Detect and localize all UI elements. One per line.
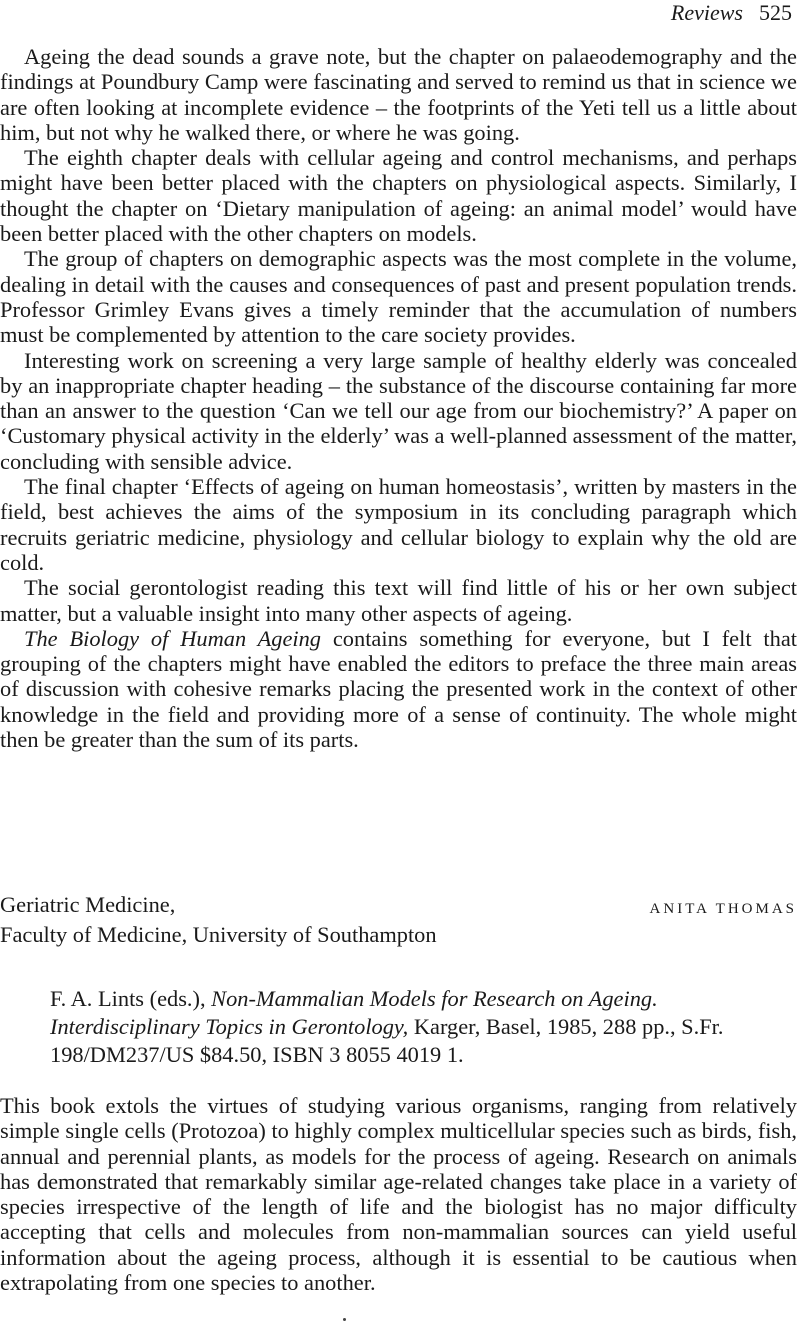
book-citation	[50, 985, 795, 1069]
review-paragraph: Interesting work on screening a very large sample of healthy elderly was concealed by an inappropriate chapter heading – the substance of the discourse containing far more than an answer to the question ‘Can we tell our age from our biochemistry?’ A paper on ‘Customary physical activity in the elderly’ was a well-planned assessment of the matter, concluding with sensible advice.	[0, 347, 797, 474]
review-paragraph: Ageing the dead sounds a grave note, but the chapter on palaeodemography and the findings at Poundbury Camp were fascinating and served to remind us that in science we are often looking at incomplete evidence – the footprints of the Yeti tell us a little about him, but not why he walked there, or where he was going.	[0, 44, 797, 145]
affiliation-line-1: Geriatric Medicine,	[0, 892, 176, 917]
book-title: The Biology of Human Ageing	[24, 625, 322, 651]
review-paragraph: The final chapter ‘Effects of ageing on human homeostasis’, written by masters in the field, best achieves the aims of the symposium in its concluding paragraph which recruits geriatric medicine, physiology and cellular biology to explain why the old are cold.	[0, 474, 797, 575]
citation-title: Non-Mammalian Models for Research on Ageing. Interdisciplinary Topics in Gerontology,	[50, 986, 658, 1039]
review-paragraph: The group of chapters on demographic aspects was the most complete in the volume, dealing in detail with the causes and consequences of past and present population trends. Professor Grimley Evans gives a timely reminder that the accumulation of numbers must be complemented by attention to the care society provides.	[0, 246, 797, 348]
citation-details: Karger, Basel, 1985, 288 pp., S.Fr. 198/DM237/US $84.50, ISBN 3 8055 4019 1.	[50, 1014, 724, 1067]
second-review-body	[0, 1093, 797, 1295]
citation-editors: F. A. Lints (eds.),	[50, 986, 212, 1011]
review-paragraph: The social gerontologist reading this text will find little of his or her own subject matter, but a valuable insight into many other aspects of ageing.	[0, 575, 797, 626]
closing-text: contains something for everyone, but I felt that grouping of the chapters might have enabled the editors to preface the three main areas of discussion with cohesive remarks placing the presented work in the context of other knowledge in the field and providing more of a sense of continuity. The whole might then be greater than the sum of its parts.	[0, 625, 797, 753]
review-paragraph: The eighth chapter deals with cellular ageing and control mechanisms, and perhaps might have been better placed with the chapters on physiological aspects. Similarly, I thought the chapter on ‘Dietary manipulation of ageing: an animal model’ would have been better placed with the other chapters on models.	[0, 145, 797, 247]
review-paragraph: This book extols the virtues of studying various organisms, ranging from relatively simple single cells (Protozoa) to highly complex multicellular species such as birds, fish, annual and perennial plants, as models for the process of ageing. Research on animals has demonstrated that remarkably similar age-related changes take place in a variety of species irrespective of the length of life and the biologist has no major difficulty accepting that cells and molecules from non-mammalian sources can yield useful information about the ageing process, although it is essential to be cautious when extrapolating from one species to another.	[0, 1093, 797, 1296]
print-speck	[343, 1318, 346, 1321]
running-head-section: Reviews	[670, 0, 743, 25]
affiliation-line-2: Faculty of Medicine, University of Southampton	[0, 922, 437, 947]
review-signature	[0, 892, 797, 948]
reviewer-name: ANITA THOMAS	[649, 901, 797, 917]
review-body	[0, 44, 797, 752]
running-head	[671, 0, 792, 26]
page-number: 525	[759, 0, 792, 25]
review-closing-paragraph	[0, 626, 797, 752]
